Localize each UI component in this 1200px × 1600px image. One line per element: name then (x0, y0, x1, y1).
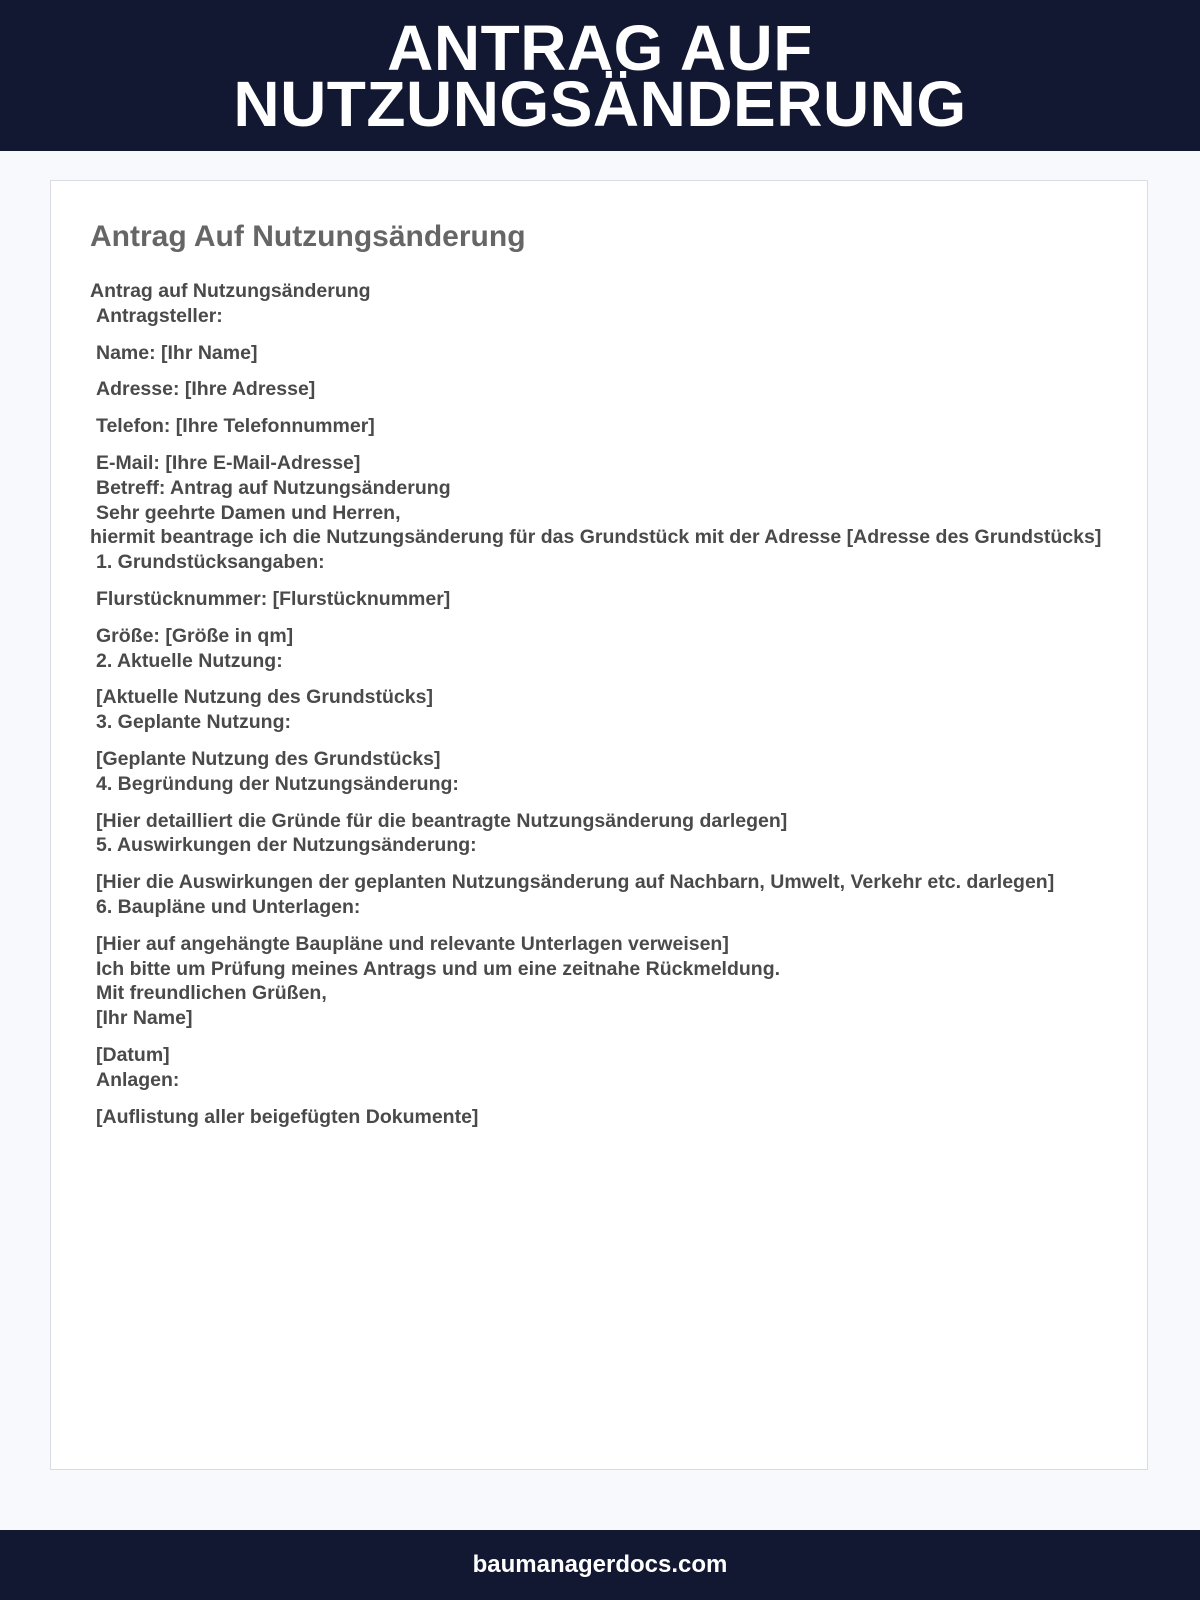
doc-line: Betreff: Antrag auf Nutzungsänderung (96, 476, 451, 499)
doc-line: [Hier detailliert die Gründe für die beantragte Nutzungsänderung darlegen] (96, 809, 788, 832)
doc-line: 3. Geplante Nutzung: (96, 711, 291, 734)
doc-line: 1. Grundstücksangaben: (96, 551, 325, 574)
doc-line: [Aktuelle Nutzung des Grundstücks] (96, 686, 433, 709)
doc-line: [Ihr Name] (96, 1007, 193, 1030)
document-card (50, 180, 1148, 1470)
page-footer (0, 1530, 1200, 1600)
doc-line: Telefon: [Ihre Telefonnummer] (96, 415, 375, 438)
doc-line: Mit freundlichen Grüßen, (96, 982, 327, 1005)
doc-line: 4. Begründung der Nutzungsänderung: (96, 772, 459, 795)
doc-line: Anlagen: (96, 1068, 180, 1091)
doc-line: E-Mail: [Ihre E-Mail-Adresse] (96, 451, 361, 474)
doc-line: Sehr geehrte Damen und Herren, (96, 501, 401, 524)
doc-line: hiermit beantrage ich die Nutzungsänderung für das Grundstück mit der Adresse [Adresse des Grundstücks] (90, 526, 1102, 549)
doc-line: Größe: [Größe in qm] (96, 624, 294, 647)
page-header (0, 0, 1200, 151)
doc-line: [Datum] (96, 1043, 170, 1066)
doc-line: 6. Baupläne und Unterlagen: (96, 895, 361, 918)
doc-line: 5. Auswirkungen der Nutzungsänderung: (96, 834, 477, 857)
doc-line: Antrag auf Nutzungsänderung (90, 280, 371, 302)
doc-line: 2. Aktuelle Nutzung: (96, 649, 283, 672)
doc-line: Ich bitte um Prüfung meines Antrags und um eine zeitnahe Rückmeldung. (96, 957, 781, 980)
doc-line: Antragsteller: (96, 304, 223, 327)
doc-line: [Geplante Nutzung des Grundstücks] (96, 747, 441, 770)
doc-line: Name: [Ihr Name] (96, 341, 258, 364)
footer-site-link[interactable]: baumanagerdocs.com (472, 1551, 728, 1578)
document-body (90, 279, 1120, 1129)
doc-line: [Auflistung aller beigefügten Dokumente] (96, 1105, 479, 1128)
doc-line: [Hier auf angehängte Baupläne und relevante Unterlagen verweisen] (96, 932, 729, 955)
header-title: ANTRAG AUF NUTZUNGSÄNDERUNG (233, 11, 967, 140)
doc-line: [Hier die Auswirkungen der geplanten Nutzungsänderung auf Nachbarn, Umwelt, Verkehr etc. darlegen] (96, 871, 1055, 894)
doc-line: Adresse: [Ihre Adresse] (96, 378, 316, 401)
doc-line: Flurstücknummer: [Flurstücknummer] (96, 587, 451, 610)
document-title: Antrag Auf Nutzungsänderung (90, 220, 526, 253)
